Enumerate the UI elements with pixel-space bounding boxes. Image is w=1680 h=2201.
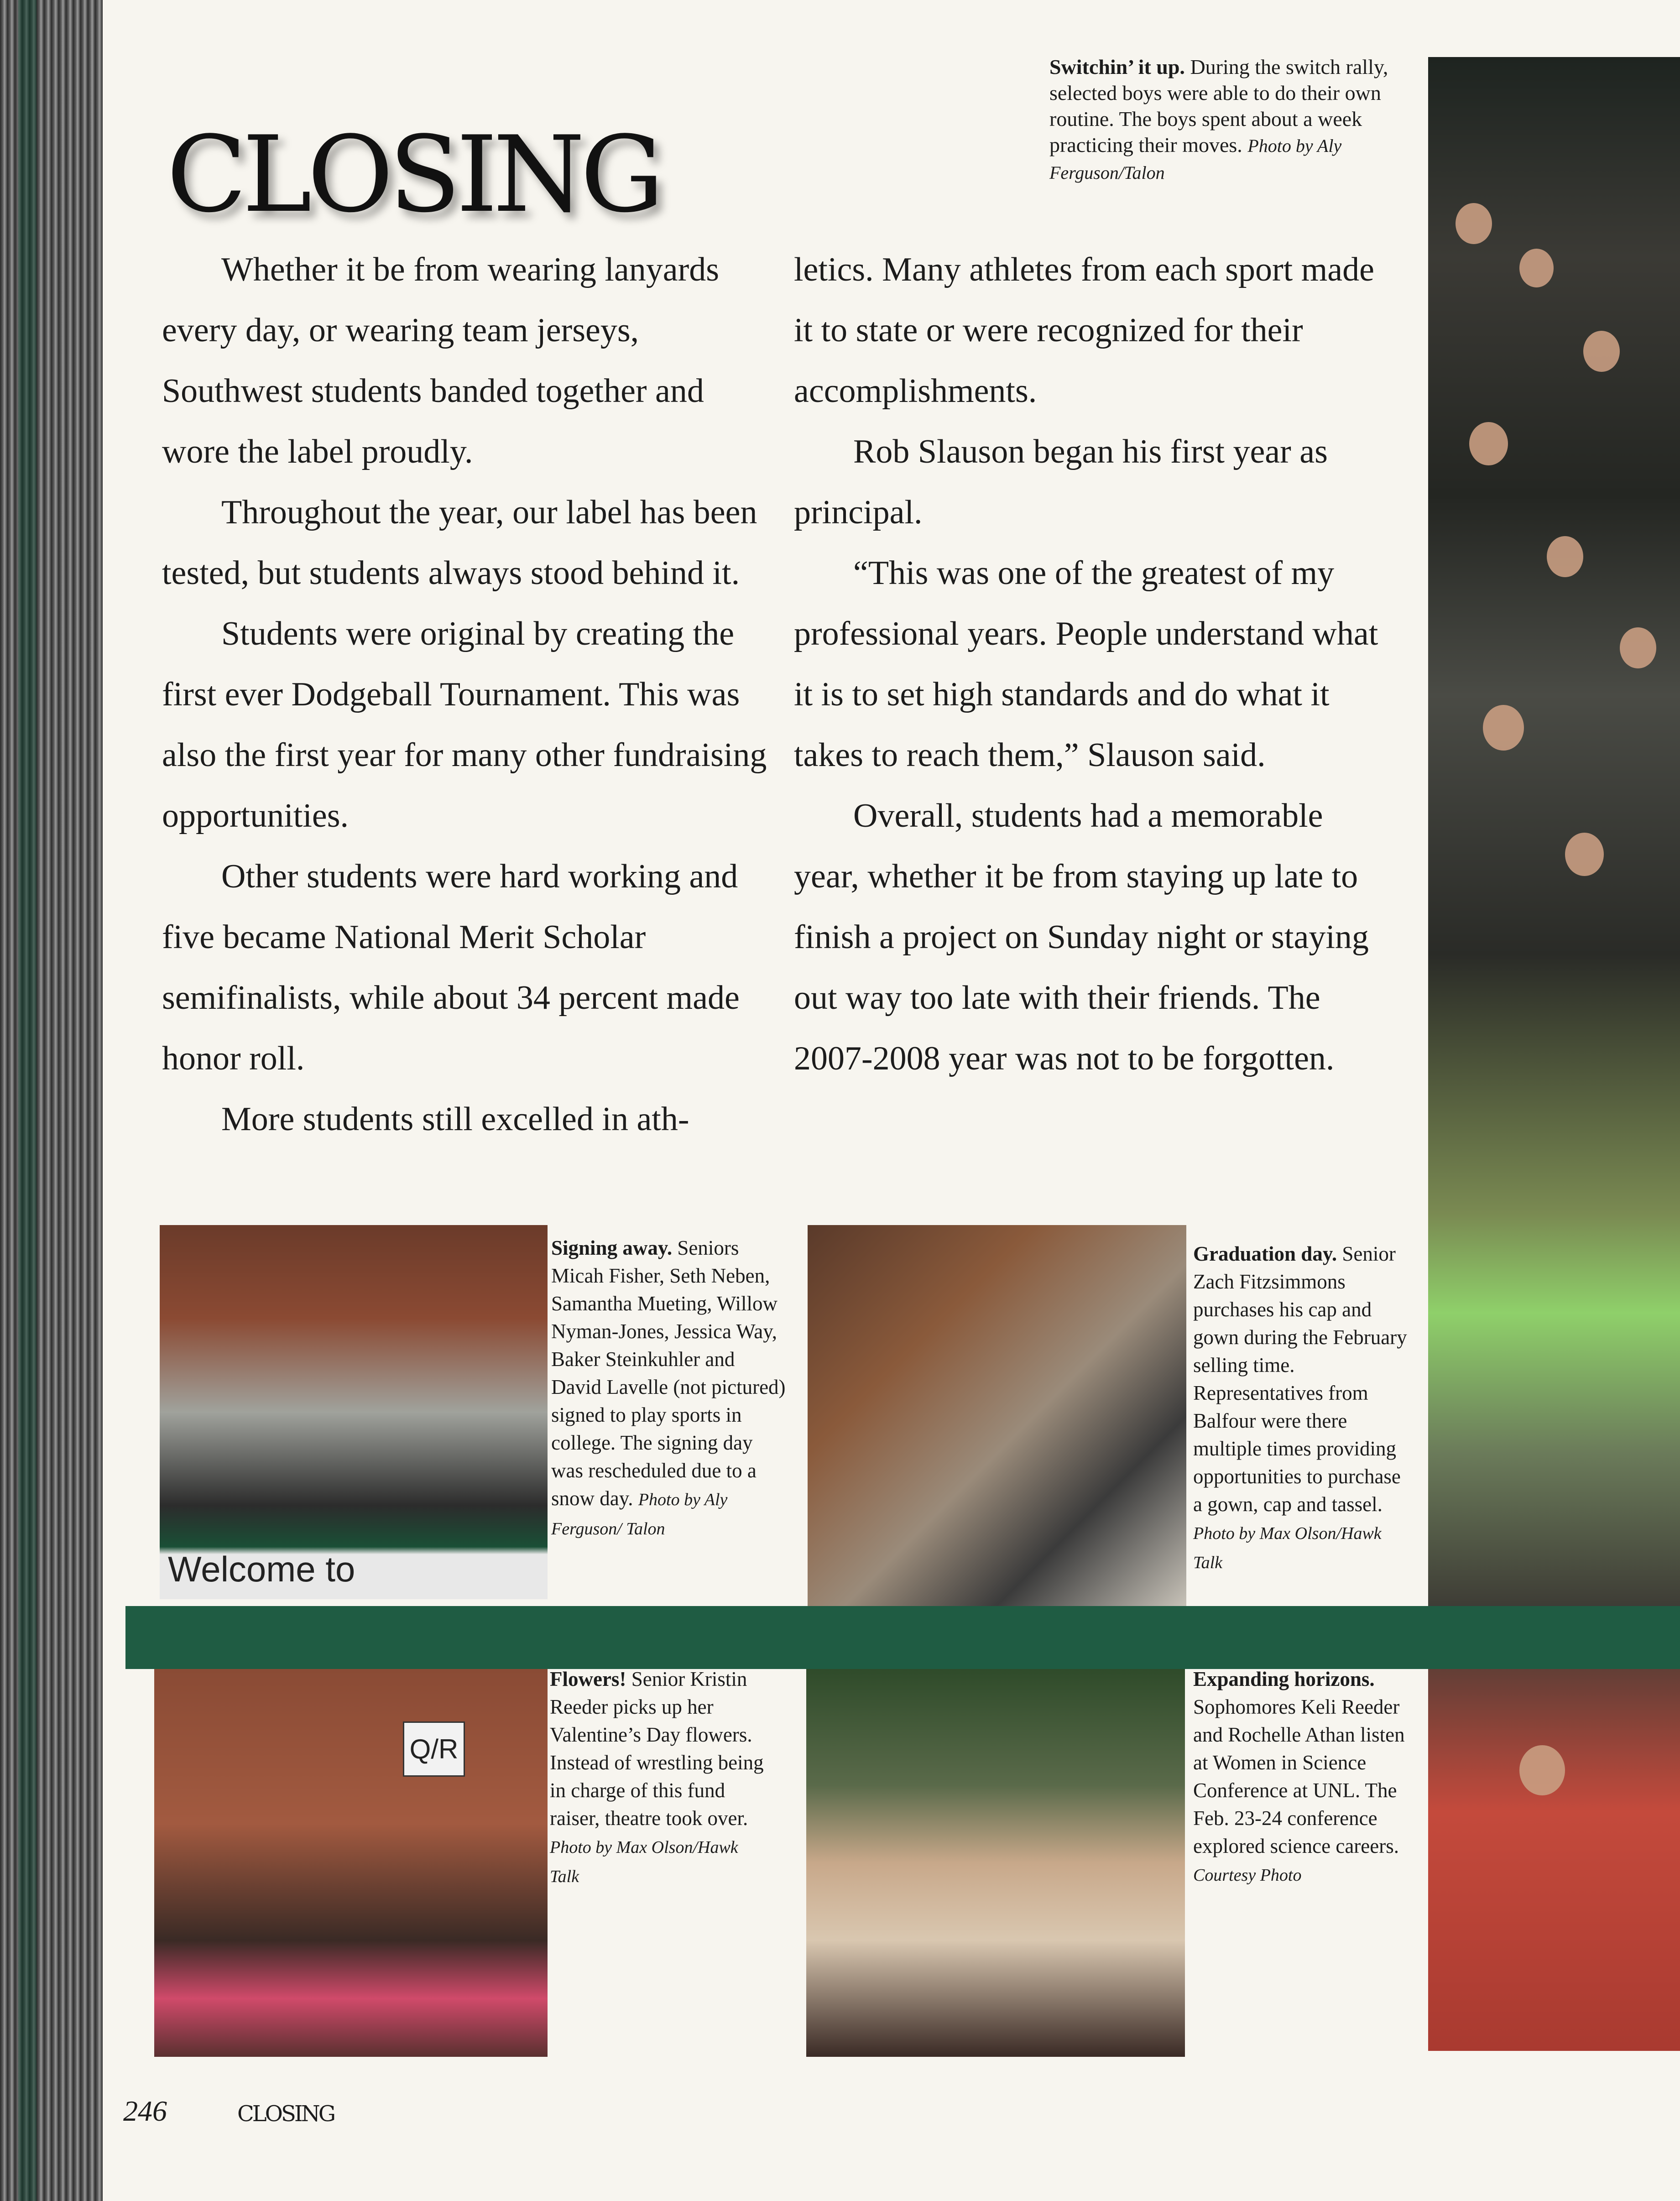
story-paragraph: “This was one of the greatest of my professional years. People understand what it is to set high standards and do what it takes to reach them,” Slauson said.: [794, 554, 1378, 774]
caption-lead: Graduation day.: [1193, 1242, 1337, 1265]
caption-credit: Courtesy Photo: [1193, 1866, 1302, 1885]
caption-text: Seniors Micah Fisher, Seth Neben, Samantha Mueting, Willow Nyman-Jones, Jessica Way, Baker Steinkuhler and David Lavelle (not pictured) signed to play sports in college. The signing day was rescheduled due to a snow day.: [551, 1236, 786, 1510]
science-conference-photo: [806, 1669, 1185, 2057]
signing-day-photo: [160, 1225, 548, 1599]
caption-credit: Photo by Aly Ferguson/ Talon: [551, 1490, 728, 1539]
book-spine: [0, 0, 103, 2201]
switch-rally-photo: [1428, 57, 1680, 2051]
switch-rally-caption: [1049, 54, 1396, 186]
caption-text: During the switch rally, selected boys were able to do their own routine. The boys spent about a week practicing their moves.: [1049, 55, 1388, 156]
graduation-photo: [808, 1225, 1186, 1606]
caption-credit: Photo by Max Olson/Hawk Talk: [550, 1838, 738, 1886]
caption-text: Senior Kristin Reeder picks up her Valentine’s Day flowers. Instead of wrestling being in charge of this fund raiser, theatre took over.: [550, 1668, 764, 1830]
caption-credit: Photo by Aly Ferguson/Talon: [1049, 136, 1342, 183]
story-paragraph: Whether it be from wearing lanyards every day, or wearing team jerseys, Southwest students banded together and wore the label proudly.: [162, 251, 720, 470]
caption-credit: Photo by Max Olson/Hawk Talk: [1193, 1524, 1382, 1572]
caption-lead: Flowers!: [550, 1668, 626, 1690]
story-paragraph: Students were original by creating the first ever Dodgeball Tournament. This was also the first year for many other fundraising opportunities.: [162, 615, 767, 835]
story-column-2: [794, 240, 1396, 1089]
book-cover-edge: [18, 0, 37, 2201]
story-paragraph: Other students were hard working and five became National Merit Scholar semifinalists, while about 34 percent made honor roll.: [162, 858, 740, 1077]
caption-lead: Signing away.: [551, 1236, 673, 1259]
caption-text: Senior Zach Fitzsimmons purchases his cap and gown during the February selling time. Representatives from Balfour were there multiple times providing opportunities to purchase a gown, cap and tassel.: [1193, 1242, 1407, 1516]
page-title: CLOSING: [167, 114, 660, 236]
horizons-caption: [1193, 1665, 1408, 1889]
caption-text: Sophomores Keli Reeder and Rochelle Athan listen at Women in Science Conference at UNL. The Feb. 23-24 conference explored science careers.: [1193, 1695, 1405, 1857]
welcome-banner-text: Welcome to: [168, 1549, 355, 1589]
story-paragraph: Throughout the year, our label has been tested, but students always stood behind it.: [162, 494, 757, 592]
story-paragraph: Rob Slauson began his first year as principal.: [794, 433, 1328, 531]
flowers-photo: [154, 1669, 548, 2057]
caption-lead: Switchin’ it up.: [1049, 55, 1185, 78]
story-paragraph: More students still excelled in ath-: [221, 1100, 689, 1138]
graduation-caption: [1193, 1240, 1408, 1577]
qr-sign: Q/R: [403, 1721, 465, 1777]
story-column-1: [162, 240, 769, 1150]
page-number: 246: [123, 2095, 167, 2127]
section-label: CLOSING: [237, 2101, 334, 2127]
flowers-caption: [550, 1665, 769, 1891]
story-paragraph: letics. Many athletes from each sport made it to state or were recognized for their accomplishments.: [794, 251, 1374, 410]
caption-lead: Expanding horizons.: [1193, 1668, 1375, 1690]
green-divider-band: [125, 1606, 1680, 1669]
story-paragraph: Overall, students had a memorable year, whether it be from staying up late to finish a project on Sunday night or staying out way too late with their friends. The 2007-2008 year was not to be forgotten.: [794, 797, 1369, 1077]
signing-caption: [551, 1234, 788, 1543]
